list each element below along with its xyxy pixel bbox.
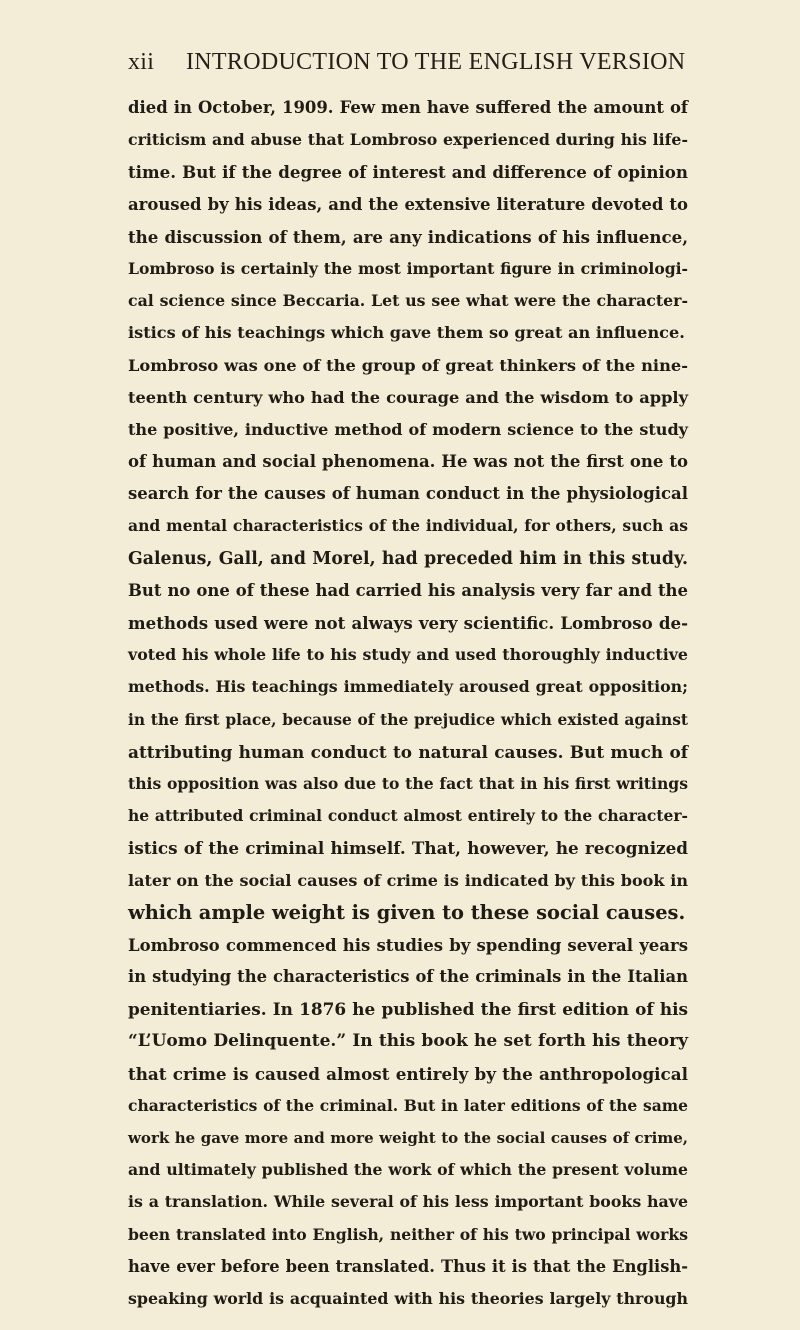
text-line: characteristics of the criminal. But in later editions of the same bbox=[128, 1095, 688, 1115]
text-line: methods. His teachings immediately aroused great opposition; bbox=[128, 677, 688, 697]
text-line: methods used were not always very scientific. Lombroso de- bbox=[128, 613, 688, 633]
text-line: istics of the criminal himself. That, however, he recognized bbox=[128, 838, 688, 859]
text-line: and ultimately published the work of which the present volume bbox=[128, 1160, 688, 1180]
text-line: Lombroso commenced his studies by spending several years bbox=[128, 934, 688, 955]
text-line: teenth century who had the courage and the wisdom to apply bbox=[128, 387, 688, 407]
text-line: died in October, 1909. Few men have suffered the amount of bbox=[128, 98, 688, 117]
running-title: INTRODUCTION TO THE ENGLISH VERSION bbox=[186, 49, 686, 75]
text-line: in the first place, because of the prejudice which existed against bbox=[128, 710, 688, 729]
page-number: xii bbox=[128, 49, 155, 75]
page-header bbox=[128, 47, 688, 77]
text-line: search for the causes of human conduct in the physiological bbox=[128, 484, 688, 504]
text-line: voted his whole life to his study and used thoroughly inductive bbox=[128, 645, 688, 665]
text-line: criticism and abuse that Lombroso experienced during his life- bbox=[128, 130, 688, 150]
text-line: in studying the characteristics of the criminals in the Italian bbox=[128, 967, 688, 987]
text-line: “L’Uomo Delinquente.” In this book he set forth his theory bbox=[128, 1031, 688, 1052]
text-line: But no one of these had carried his analysis very far and the bbox=[128, 580, 688, 600]
text-line: is a translation. While several of his less important books have bbox=[128, 1192, 688, 1212]
text-line: later on the social causes of crime is indicated by this book in bbox=[128, 870, 688, 890]
text-line: penitentiaries. In 1876 he published the first edition of his bbox=[128, 999, 688, 1020]
text-line: this opposition was also due to the fact that in his first writings bbox=[128, 773, 688, 793]
text-line: work he gave more and more weight to the social causes of crime, bbox=[128, 1129, 688, 1147]
text-line: istics of his teachings which gave them so great an influence. bbox=[128, 323, 685, 343]
text-line: that crime is caused almost entirely by the anthropological bbox=[128, 1063, 688, 1084]
text-line: aroused by his ideas, and the extensive literature devoted to bbox=[128, 194, 688, 214]
text-line: which ample weight is given to these social causes. bbox=[128, 900, 686, 924]
text-line: speaking world is acquainted with his theories largely through bbox=[128, 1288, 688, 1308]
text-line: attributing human conduct to natural causes. But much of bbox=[128, 741, 688, 762]
text-line: and mental characteristics of the individual, for others, such as bbox=[128, 516, 688, 536]
text-line: he attributed criminal conduct almost entirely to the character- bbox=[128, 806, 688, 826]
text-line: Galenus, Gall, and Morel, had preceded him in this study. bbox=[128, 548, 688, 569]
text-line: have ever before been translated. Thus it is that the English- bbox=[128, 1256, 688, 1276]
text-line: the positive, inductive method of modern science to the study bbox=[128, 419, 688, 439]
text-line: Lombroso is certainly the most important figure in criminologi- bbox=[128, 258, 688, 278]
text-line: the discussion of them, are any indications of his influence, bbox=[128, 226, 688, 247]
text-line: time. But if the degree of interest and difference of opinion bbox=[128, 162, 688, 183]
body-text bbox=[128, 92, 688, 1315]
text-line: of human and social phenomena. He was not the first one to bbox=[128, 452, 688, 472]
text-line: cal science since Beccaria. Let us see what were the character- bbox=[128, 291, 688, 311]
text-line: been translated into English, neither of his two principal works bbox=[128, 1224, 688, 1244]
text-line: Lombroso was one of the group of great thinkers of the nine- bbox=[128, 355, 688, 375]
